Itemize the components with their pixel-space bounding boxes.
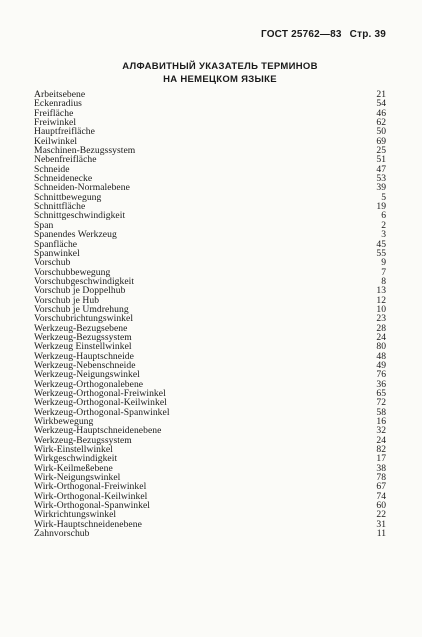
index-term: Schneide <box>34 163 70 175</box>
index-term-number: 55 <box>376 247 386 259</box>
index-term: Wirkgeschwindigkeit <box>34 453 118 465</box>
index-term-number: 78 <box>376 472 386 484</box>
index-term-number: 82 <box>376 444 386 456</box>
index-term-number: 11 <box>376 528 386 540</box>
index-term: Werkzeug-Orthogonalebene <box>34 378 144 390</box>
index-term-number: 23 <box>376 313 386 325</box>
index-term-number: 28 <box>376 322 386 334</box>
index-term: Arbeitsebene <box>34 89 86 100</box>
index-term-number: 39 <box>376 182 386 194</box>
index-term: Wirk-Hauptschneidenebene <box>34 518 142 530</box>
index-entry <box>34 249 386 258</box>
index-term: Werkzeug-Hauptschneidenebene <box>34 425 162 437</box>
index-term-number: 36 <box>376 378 386 390</box>
index-entry <box>34 529 386 538</box>
index-term-number: 72 <box>376 397 386 409</box>
index-term-number: 58 <box>376 406 386 418</box>
index-term: Schneiden-Normalebene <box>34 182 130 194</box>
index-term: Werkzeug-Neigungswinkel <box>34 369 140 381</box>
index-entry <box>34 99 386 108</box>
index-term: Werkzeug-Bezugssystem <box>34 434 132 446</box>
index-term-number: 5 <box>381 191 386 203</box>
index-term: Wirk-Keilmeßebene <box>34 462 113 474</box>
index-term-number: 13 <box>376 285 386 297</box>
index-entry <box>34 109 386 118</box>
index-term: Wirk-Orthogonal-Freiwinkel <box>34 481 147 493</box>
index-term: Nebenfreifläche <box>34 154 97 166</box>
index-term-number: 21 <box>376 89 386 100</box>
index-term: Schnittgeschwindigkeit <box>34 210 126 222</box>
index-term-number: 80 <box>376 341 386 353</box>
index-term: Wirk-Orthogonal-Keilwinkel <box>34 490 148 502</box>
index-term: Vorschubbewegung <box>34 266 111 278</box>
index-term-number: 8 <box>381 275 386 287</box>
index-term-number: 16 <box>376 416 386 428</box>
index-term-number: 12 <box>376 294 386 306</box>
index-term-number: 47 <box>376 163 386 175</box>
index-term-number: 24 <box>376 331 386 343</box>
index-term-number: 53 <box>376 173 386 185</box>
index-term-number: 65 <box>376 388 386 399</box>
index-term: Vorschub je Hub <box>34 294 100 306</box>
index-term-number: 6 <box>381 210 386 222</box>
index-entry <box>34 155 386 164</box>
index-term-number: 60 <box>376 500 386 512</box>
index-entry <box>34 240 386 249</box>
index-title-line-2: НА НЕМЕЦКОМ ЯЗЫКЕ <box>163 74 277 85</box>
page-number: 39 <box>374 29 386 40</box>
index-term-number: 67 <box>376 481 386 493</box>
index-term: Wirkrichtungswinkel <box>34 509 117 521</box>
index-term-number: 17 <box>376 453 386 465</box>
index-term-number: 10 <box>376 303 386 315</box>
index-term-number: 48 <box>376 350 386 362</box>
index-term-number: 25 <box>376 145 386 157</box>
index-term-number: 76 <box>376 369 386 381</box>
index-term: Vorschub <box>34 257 71 269</box>
index-term: Schnittbewegung <box>34 191 102 203</box>
index-term-number: 19 <box>376 201 386 213</box>
index-term: Werkzeug-Hauptschneide <box>34 350 134 362</box>
index-term-number: 62 <box>376 117 386 129</box>
index-term-number: 74 <box>376 490 386 502</box>
index-term: Spanfläche <box>34 238 78 250</box>
index-entry <box>34 230 386 239</box>
index-entry <box>34 211 386 220</box>
index-term: Werkzeug-Bezugssystem <box>34 331 132 343</box>
index-term: Vorschubrichtungswinkel <box>34 313 134 325</box>
index-term-number: 2 <box>381 219 386 231</box>
index-entry <box>34 127 386 136</box>
index-title-line-1: АЛФАВИТНЫЙ УКАЗАТЕЛЬ ТЕРМИНОВ <box>122 61 318 72</box>
index-term-number: 7 <box>381 266 386 278</box>
index-entry <box>34 193 386 202</box>
page-header <box>261 29 386 40</box>
index-term-number: 3 <box>381 229 386 241</box>
index-term-number: 49 <box>376 359 386 371</box>
index-term: Schneidenecke <box>34 173 93 185</box>
index-term: Maschinen-Bezugssystem <box>34 145 136 157</box>
index-term: Werkzeug-Orthogonal-Spanwinkel <box>34 406 170 418</box>
index-term-number: 51 <box>376 154 386 166</box>
index-title <box>0 60 422 86</box>
index-term: Keilwinkel <box>34 135 78 147</box>
index-term: Zahnvorschub <box>34 528 90 540</box>
page-label: Стр. <box>349 29 372 40</box>
index-term: Spanwinkel <box>34 247 80 259</box>
index-term-number: 38 <box>376 462 386 474</box>
index-term: Werkzeug-Nebenschneide <box>34 359 136 371</box>
index-term: Spanendes Werkzeug <box>34 229 117 241</box>
index-term: Wirkbewegung <box>34 416 94 428</box>
index-term-number: 24 <box>376 434 386 446</box>
index-term: Vorschub je Umdrehung <box>34 303 129 315</box>
index-term: Wirk-Neigungswinkel <box>34 472 121 484</box>
index-term-number: 9 <box>381 257 386 269</box>
term-index-list <box>34 90 386 539</box>
index-term-number: 50 <box>376 126 386 138</box>
index-term-number: 22 <box>376 509 386 521</box>
index-term-number: 54 <box>376 98 386 110</box>
index-term: Eckenradius <box>34 98 82 110</box>
index-term: Span <box>34 219 54 231</box>
index-term: Vorschubgeschwindigkeit <box>34 275 135 287</box>
index-term: Freifläche <box>34 107 74 119</box>
index-term: Werkzeug-Orthogonal-Freiwinkel <box>34 388 166 399</box>
index-term: Schnittfläche <box>34 201 86 213</box>
index-term-number: 31 <box>376 518 386 530</box>
index-term-number: 69 <box>376 135 386 147</box>
index-term: Wirk-Orthogonal-Spanwinkel <box>34 500 151 512</box>
index-term: Wirk-Einstellwinkel <box>34 444 113 456</box>
index-term: Hauptfreifläche <box>34 126 95 138</box>
index-term: Freiwinkel <box>34 117 77 129</box>
index-term: Werkzeug-Bezugsebene <box>34 322 128 334</box>
index-term-number: 32 <box>376 425 386 437</box>
index-term: Werkzeug Einstellwinkel <box>34 341 132 353</box>
index-entry <box>34 90 386 99</box>
index-term-number: 46 <box>376 107 386 119</box>
index-term: Werkzeug-Orthogonal-Keilwinkel <box>34 397 167 409</box>
index-term-number: 45 <box>376 238 386 250</box>
standard-number: ГОСТ 25762—83 <box>260 29 342 40</box>
index-term: Vorschub je Doppelhub <box>34 285 126 297</box>
